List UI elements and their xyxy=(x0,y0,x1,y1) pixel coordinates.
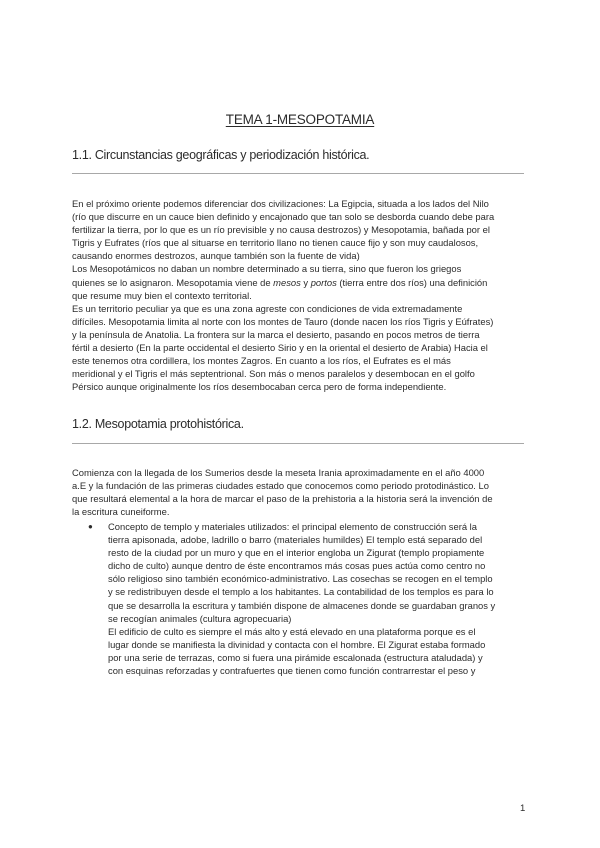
italic-term: portos xyxy=(310,276,337,288)
text-line xyxy=(72,276,532,289)
section-2-body xyxy=(72,466,532,518)
section-divider-1 xyxy=(72,173,524,174)
text-line: fertilizar la tierra, por lo que es un río previsible y no causa destrozos) y Mesopotamia, bañada por el xyxy=(72,224,490,236)
text-line: resto de la ciudad por un muro y que en el interior engloba un Zigurat (templo propiamente xyxy=(108,547,485,559)
page-number: 1 xyxy=(520,803,526,814)
text-segment: quienes se lo asignaron. Mesopotamia viene de xyxy=(72,276,274,288)
text-line: por una serie de terrazas, como si fuera una pirámide escalonada (estructura ataludada) y xyxy=(108,651,483,663)
bullet-text xyxy=(108,520,495,677)
text-line: (río que discurre en un cauce bien definido y encajonado que tan solo se desborda cuando debe para xyxy=(72,211,495,223)
text-line: y se redistribuyen desde el templo a los habitantes. La contabilidad de los templos es para lo xyxy=(108,586,494,598)
text-line: El edificio de culto es siempre el más alto y está elevado en una plataforma porque es el xyxy=(108,625,476,637)
text-line: Pérsico aunque originalmente los ríos desembocaban cerca pero de forma independiente. xyxy=(72,381,447,393)
italic-term: mesos xyxy=(273,276,301,288)
text-line: se recogían animales (cultura agropecuaria) xyxy=(108,612,292,624)
text-line: lugar donde se manifiesta la divinidad y contacta con el hombre. El Zigurat estaba formado xyxy=(108,638,486,650)
text-line: Comienza con la llegada de los Sumerios desde la meseta Irania aproximadamente en el año 4000 xyxy=(72,467,485,478)
text-line: a.E y la fundación de las primeras ciudades estado que conocemos como periodo protodinástico. Lo xyxy=(72,480,489,492)
text-line: que se desarrolla la escritura y también dispone de almacenes donde se guardaban granos y xyxy=(108,599,496,611)
section-1-body xyxy=(72,197,532,393)
text-line: y la península de Anatolia. La frontera sur la marca el desierto, pasando en pocos metros de tierra xyxy=(72,328,480,340)
text-line: Tigris y Eufrates (ríos que al situarse en territorio llano no tienen cauce fijo y son muy caudalosos, xyxy=(72,237,479,249)
text-line: Los Mesopotámicos no daban un nombre determinado a su tierra, sino que fueron los griegos xyxy=(72,263,462,275)
text-line: tierra apisonada, adobe, ladrillo o barro (materiales humildes) El templo está separado del xyxy=(108,534,483,546)
text-line: con esquinas reforzadas y contrafuertes que tienen como función contrarrestar el peso y xyxy=(108,665,476,677)
section-divider-2 xyxy=(72,443,524,444)
text-line: difíciles. Mesopotamia limita al norte con los montes de Tauro (donde nacen los ríos Tigris y Eúfrates) xyxy=(72,315,494,327)
text-segment: y xyxy=(300,276,311,288)
text-line: Es un territorio peculiar ya que es una zona agreste con condiciones de vida extremadamente xyxy=(72,302,463,314)
text-segment: (tierra entre dos ríos) una definición xyxy=(336,276,488,288)
section-heading-1: 1.1. Circunstancias geográficas y periodización histórica. xyxy=(72,148,370,162)
text-line: dicho de culto) aunque dentro de éste encontramos más cosas pues actúa como centro no xyxy=(108,560,486,572)
text-line: la escritura cuneiforme. xyxy=(72,506,170,518)
bullet-icon: ● xyxy=(88,522,93,531)
text-line: que resume muy bien el contexto territorial. xyxy=(72,289,252,301)
document-title: TEMA 1-MESOPOTAMIA xyxy=(225,112,375,127)
text-line: causando enormes destrozos, aunque también son la fuente de vida) xyxy=(72,250,360,262)
text-line: Concepto de templo y materiales utilizados: el principal elemento de construcción será la xyxy=(108,521,477,532)
section-heading-2: 1.2. Mesopotamia protohistórica. xyxy=(72,417,244,431)
text-line: meridional y el Tigris el más septentrional. Son más o menos paralelos y desembocan en el golfo xyxy=(72,368,475,380)
text-line: En el próximo oriente podemos diferenciar dos civilizaciones: La Egipcia, situada a los lados del Nilo xyxy=(72,198,489,209)
text-line: este tenemos otra cordillera, los montes Zagros. En cuanto a los ríos, el Eufrates es el más xyxy=(72,355,451,367)
text-line: fértil a desierto (En la parte occidental el desierto Sirio y en la oriental el desierto de Arabia) Hacia el xyxy=(72,342,488,354)
text-line: que resultará elemental a la hora de marcar el paso de la prehistoria a la historia será la invención de xyxy=(72,493,493,505)
text-line: sólo religioso sino también económico-administrativo. Las cosechas se recogen en el templo xyxy=(108,573,493,585)
